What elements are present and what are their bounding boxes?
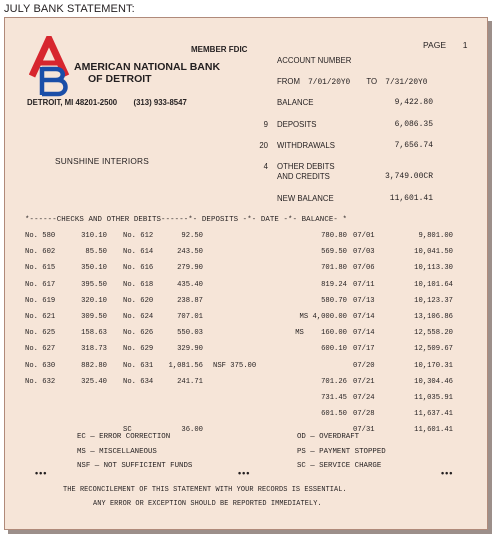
check-amount: 241.71 <box>177 377 203 386</box>
summary-other-label <box>277 162 335 182</box>
columns-header: *------CHECKS AND OTHER DEBITS------*- DEPOSITS -*- DATE -*- BALANCE- * <box>25 216 347 224</box>
running-balance: 10,123.37 <box>414 296 453 305</box>
check-amount: 310.10 <box>81 232 107 240</box>
check-amount: 395.50 <box>81 280 107 289</box>
check-amount: 309.50 <box>81 313 107 321</box>
transaction-date: 07/03 <box>353 248 375 257</box>
check-number: No. 626 <box>123 329 154 338</box>
check-amount: 1,081.56 <box>168 361 203 370</box>
transaction-date: 07/06 <box>353 264 375 273</box>
summary-other-value: 3,749.00CR <box>384 172 433 181</box>
check-amount: 550.03 <box>177 329 203 338</box>
deposit-amount: MS 4,000.00 <box>299 313 347 321</box>
transaction-date: 07/31 <box>353 426 375 435</box>
check-amount: 707.01 <box>177 313 203 321</box>
check-number: No. 619 <box>25 296 56 305</box>
bank-name-line2: OF DETROIT <box>88 73 152 85</box>
check-number: No. 627 <box>25 345 56 354</box>
check-number: No. 602 <box>25 248 56 257</box>
transaction-date: 07/14 <box>353 313 375 321</box>
check-number: No. 634 <box>123 377 154 386</box>
transaction-date: 07/13 <box>353 296 375 305</box>
check-amount: 279.90 <box>177 264 203 273</box>
check-number: No. 618 <box>123 280 154 289</box>
check-amount: 238.87 <box>177 296 203 305</box>
transaction-date: 07/14 <box>353 329 375 338</box>
decoration-dots-left: ••• <box>35 468 48 478</box>
footer-line1: THE RECONCILEMENT OF THIS STATEMENT WITH YOUR RECORDS IS ESSENTIAL. <box>63 486 347 494</box>
running-balance: 9,801.00 <box>418 232 453 240</box>
transaction-date: 07/21 <box>353 377 375 386</box>
deposit-amount: 580.70 <box>321 296 347 305</box>
check-number: No. 612 <box>123 232 154 240</box>
check-amount: 329.90 <box>177 345 203 354</box>
check-number: No. 616 <box>123 264 154 273</box>
transaction-date: 07/17 <box>353 345 375 354</box>
legend-sc: SC — SERVICE CHARGE <box>297 462 382 470</box>
check-amount: 325.40 <box>81 377 107 386</box>
page-number: 1 <box>462 40 468 50</box>
summary-other-label-line1: OTHER DEBITS <box>277 162 335 171</box>
summary-new-balance-value: 11,601.41 <box>389 194 433 203</box>
member-fdic-label: MEMBER FDIC <box>191 45 248 54</box>
check-amount: 350.10 <box>81 264 107 273</box>
check-number: No. 615 <box>25 264 56 273</box>
summary-balance-value: 9,422.80 <box>394 98 433 107</box>
period-line <box>277 77 427 87</box>
from-label: FROM <box>277 77 300 86</box>
decoration-dots-right: ••• <box>441 468 454 478</box>
legend-ms: MS — MISCELLANEOUS <box>77 447 157 456</box>
check-number: No. 629 <box>123 345 154 354</box>
bank-logo <box>29 36 75 98</box>
to-date: 7/31/20Y0 <box>385 79 428 87</box>
check-number: No. 621 <box>25 313 56 321</box>
bank-phone: (313) 933-8547 <box>133 98 187 107</box>
check-number: No. 625 <box>25 329 56 338</box>
transaction-date: 07/20 <box>353 361 375 370</box>
customer-name: SUNSHINE INTERIORS <box>55 156 149 166</box>
check-amount: 92.50 <box>181 232 203 240</box>
transaction-date: 07/28 <box>353 410 375 419</box>
check-amount: 435.40 <box>177 280 203 289</box>
check-number: No. 630 <box>25 361 56 370</box>
check-amount: 243.50 <box>177 248 203 257</box>
check-number: No. 632 <box>25 377 56 386</box>
deposit-amount: 701.80 <box>321 264 347 273</box>
running-balance: 12,509.67 <box>414 345 453 354</box>
to-label: TO <box>366 77 378 86</box>
deposit-amount: 600.10 <box>321 345 347 354</box>
check-number: SC <box>123 426 132 435</box>
decoration-dots-center: ••• <box>238 468 251 478</box>
running-balance: 13,106.86 <box>414 313 453 321</box>
check-number: No. 580 <box>25 232 56 240</box>
bank-address <box>27 98 187 107</box>
from-date: 7/01/20Y0 <box>308 79 351 87</box>
check-amount: 882.80 <box>81 361 107 370</box>
bank-city: DETROIT, MI 48201-2500 <box>27 98 118 107</box>
transaction-date: 07/11 <box>353 280 375 289</box>
running-balance: 11,637.41 <box>414 410 453 419</box>
summary-balance-label: BALANCE <box>277 98 314 107</box>
legend-right <box>297 430 386 474</box>
deposit-amount: 701.26 <box>321 377 347 386</box>
legend-ps: PS — PAYMENT STOPPED <box>297 447 386 456</box>
check-amount: 318.73 <box>81 345 107 354</box>
summary-deposits-label: DEPOSITS <box>277 120 317 129</box>
summary-other-label-line2: AND CREDITS <box>277 172 330 181</box>
running-balance: 10,101.64 <box>414 280 453 289</box>
summary-withdrawals-label: WITHDRAWALS <box>277 141 335 150</box>
check-amount: 85.50 <box>85 248 107 257</box>
deposit-amount: 601.50 <box>321 410 347 419</box>
deposit-amount: 780.80 <box>321 232 347 240</box>
bank-name <box>74 61 220 85</box>
check-number: No. 620 <box>123 296 154 305</box>
page-label: PAGE <box>423 40 446 50</box>
running-balance: 10,304.46 <box>414 377 453 386</box>
bank-name-line1: AMERICAN NATIONAL BANK <box>74 61 221 73</box>
check-amount: 36.00 <box>181 426 203 435</box>
transaction-date: 07/01 <box>353 232 375 240</box>
bank-statement <box>4 17 488 530</box>
running-balance: 11,601.41 <box>414 426 453 435</box>
deposit-amount: 569.50 <box>321 248 347 257</box>
summary-other-count: 4 <box>263 162 268 171</box>
footer-line2: ANY ERROR OR EXCEPTION SHOULD BE REPORTED IMMEDIATELY. <box>93 500 322 508</box>
check-number: No. 614 <box>123 248 154 257</box>
transaction-date: 07/24 <box>353 394 375 402</box>
summary-withdrawals-value: 7,656.74 <box>394 141 433 150</box>
deposit-amount: MS 160.00 <box>295 329 347 338</box>
summary-deposits-count: 9 <box>263 120 268 129</box>
legend-nsf: NSF — NOT SUFFICIENT FUNDS <box>77 462 193 470</box>
summary-new-balance-label: NEW BALANCE <box>277 194 334 203</box>
running-balance: 12,558.20 <box>414 329 453 338</box>
legend-ec: EC — ERROR CORRECTION <box>77 433 171 441</box>
check-number: No. 624 <box>123 313 154 321</box>
running-balance: 10,041.50 <box>414 248 453 257</box>
other-debit: NSF 375.00 <box>213 361 257 370</box>
legend-od: OD — OVERDRAFT <box>297 433 360 441</box>
check-amount: 158.63 <box>81 329 107 338</box>
statement-caption: JULY BANK STATEMENT: <box>4 3 135 15</box>
page-indicator <box>423 40 467 50</box>
summary-deposits-value: 6,086.35 <box>394 120 433 129</box>
deposit-amount: 819.24 <box>321 280 347 289</box>
legend-left <box>77 430 192 474</box>
running-balance: 11,035.91 <box>414 394 453 402</box>
running-balance: 10,113.30 <box>414 264 453 273</box>
account-number-label: ACCOUNT NUMBER <box>277 56 352 65</box>
check-number: No. 631 <box>123 361 154 370</box>
summary-withdrawals-count: 20 <box>259 141 268 150</box>
running-balance: 10,170.31 <box>414 361 453 370</box>
deposit-amount: 731.45 <box>321 394 347 402</box>
check-number: No. 617 <box>25 280 56 289</box>
check-amount: 320.10 <box>81 296 107 305</box>
